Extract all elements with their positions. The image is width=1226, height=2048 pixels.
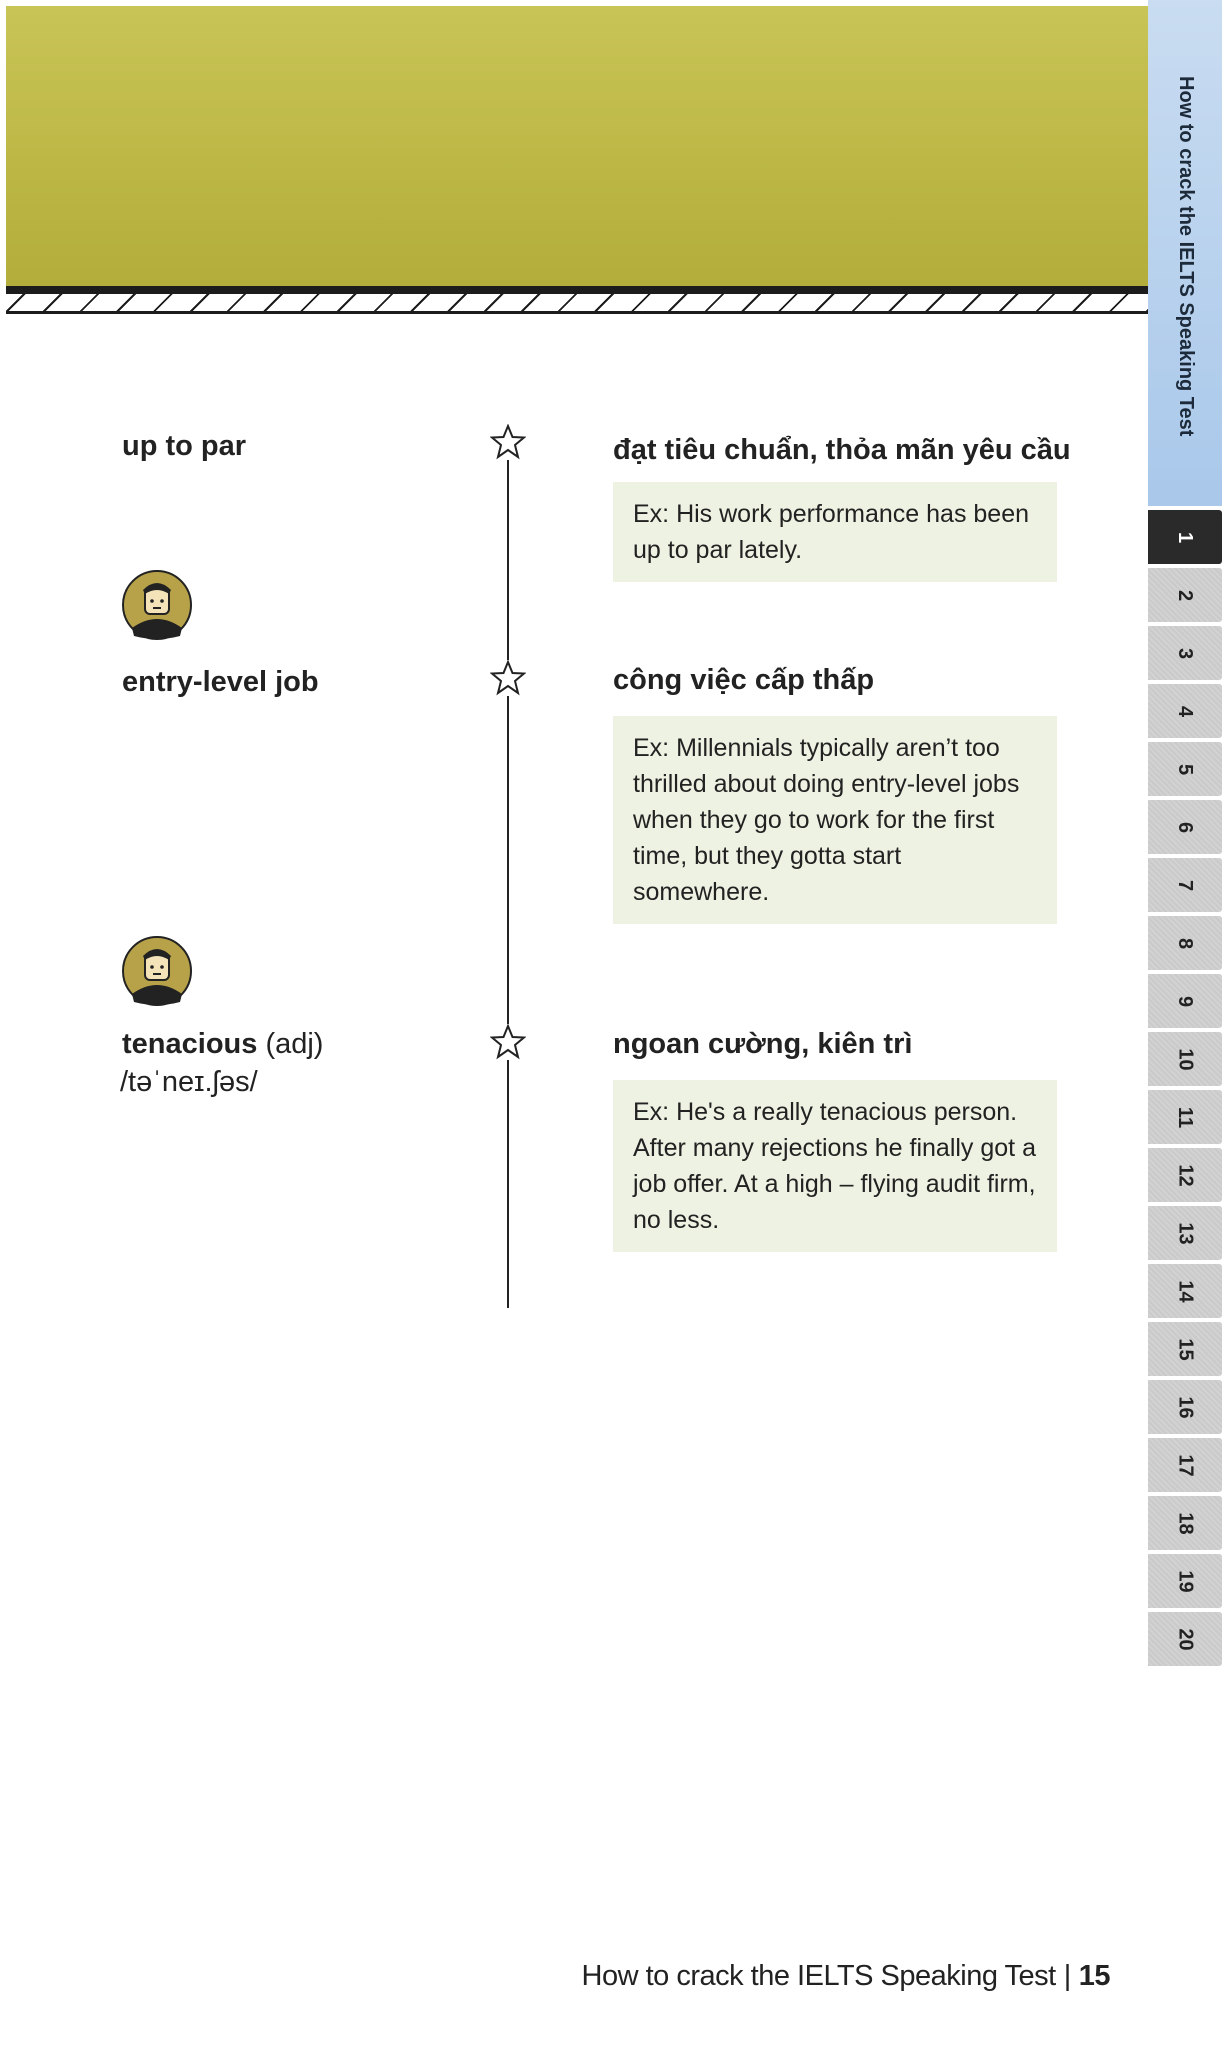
chapter-tab-18[interactable]: 18 xyxy=(1148,1496,1222,1550)
timeline-line xyxy=(507,448,509,1308)
chapter-tab-3[interactable]: 3 xyxy=(1148,626,1222,680)
footer-separator: | xyxy=(1063,1960,1071,1992)
chapter-tab-2[interactable]: 2 xyxy=(1148,568,1222,622)
phonetic-tenacious: /təˈneɪ.ʃəs/ xyxy=(120,1066,258,1098)
chapter-tabs xyxy=(1148,510,1222,1670)
meaning-entry-level-job: công việc cấp thấp xyxy=(613,664,875,696)
side-title-label: How to crack the IELTS Speaking Test xyxy=(1175,76,1197,437)
footer-title: How to crack the IELTS Speaking Test xyxy=(581,1960,1056,1992)
chapter-tab-15[interactable]: 15 xyxy=(1148,1322,1222,1376)
meaning-up-to-par: đạt tiêu chuẩn, thỏa mãn yêu cầu xyxy=(613,434,1071,466)
example-tenacious: Ex: He's a really tenacious person. After many rejections he finally got a job offer. At a high – flying audit firm, no less. xyxy=(613,1080,1057,1252)
term-up-to-par: up to par xyxy=(122,430,247,462)
side-title-tab[interactable] xyxy=(1148,0,1222,506)
banner-zigzag-border xyxy=(6,292,1151,314)
page-number: 15 xyxy=(1078,1960,1110,1992)
star-icon xyxy=(490,660,526,696)
chapter-tab-11[interactable]: 11 xyxy=(1148,1090,1222,1144)
chapter-tab-12[interactable]: 12 xyxy=(1148,1148,1222,1202)
part-of-speech: (adj) xyxy=(265,1028,324,1060)
avatar-icon xyxy=(122,570,192,640)
chapter-tab-17[interactable]: 17 xyxy=(1148,1438,1222,1492)
star-icon xyxy=(490,424,526,460)
chapter-tab-9[interactable]: 9 xyxy=(1148,974,1222,1028)
chapter-tab-13[interactable]: 13 xyxy=(1148,1206,1222,1260)
chapter-tab-8[interactable]: 8 xyxy=(1148,916,1222,970)
chapter-tab-10[interactable]: 10 xyxy=(1148,1032,1222,1086)
chapter-tab-19[interactable]: 19 xyxy=(1148,1554,1222,1608)
meaning-tenacious: ngoan cường, kiên trì xyxy=(613,1028,913,1060)
chapter-tab-14[interactable]: 14 xyxy=(1148,1264,1222,1318)
term-tenacious: tenacious (adj) xyxy=(122,1028,324,1060)
chapter-tab-1[interactable]: 1 xyxy=(1148,510,1222,564)
chapter-tab-6[interactable]: 6 xyxy=(1148,800,1222,854)
top-banner xyxy=(6,6,1151,286)
star-icon xyxy=(490,1024,526,1060)
page-footer xyxy=(582,1960,1110,1993)
example-entry-level-job: Ex: Millennials typically aren’t too thrilled about doing entry-level jobs when they go to work for the first time, but they gotta start somewhere. xyxy=(613,716,1057,924)
chapter-tab-20[interactable]: 20 xyxy=(1148,1612,1222,1666)
avatar-icon xyxy=(122,936,192,1006)
example-up-to-par: Ex: His work performance has been up to par lately. xyxy=(613,482,1057,582)
chapter-tab-7[interactable]: 7 xyxy=(1148,858,1222,912)
chapter-tab-5[interactable]: 5 xyxy=(1148,742,1222,796)
term-entry-level-job: entry-level job xyxy=(122,666,319,698)
chapter-tab-16[interactable]: 16 xyxy=(1148,1380,1222,1434)
chapter-tab-4[interactable]: 4 xyxy=(1148,684,1222,738)
